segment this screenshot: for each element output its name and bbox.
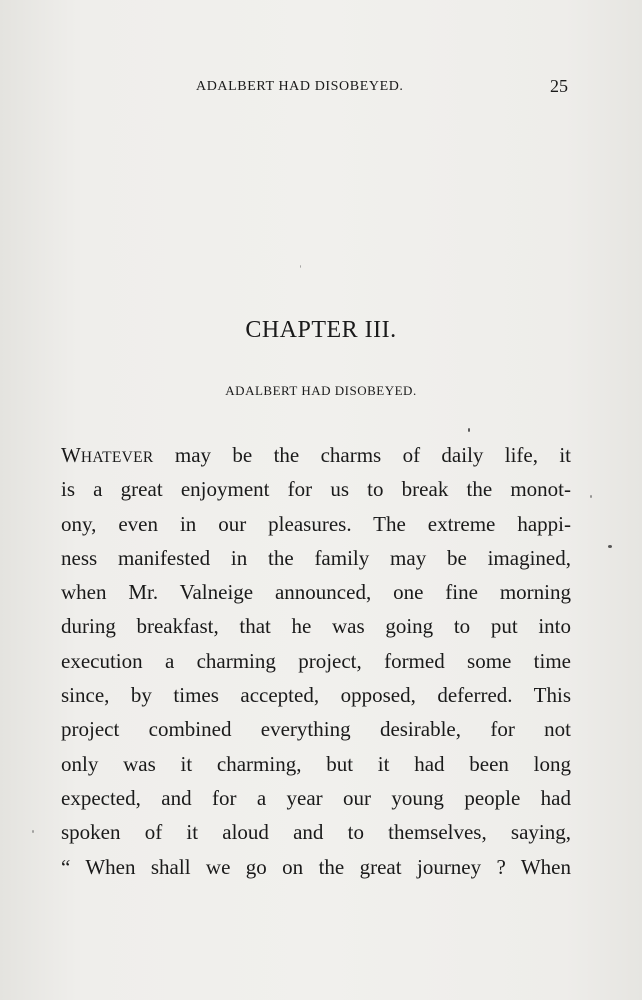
- page-number: 25: [550, 76, 568, 96]
- body-line: ness manifested in the family may be imagined,: [61, 545, 571, 570]
- body-line: project combined everything desirable, for not: [61, 717, 571, 742]
- body-line-first: [61, 438, 571, 472]
- body-paragraph: [61, 438, 571, 884]
- body-line: during breakfast, that he was going to put into: [61, 614, 571, 639]
- body-line: since, by times accepted, opposed, deferred. This: [61, 683, 571, 708]
- body-line: is a great enjoyment for us to break the monot-: [61, 477, 571, 502]
- body-line-first-rest: may be the charms of daily life, it: [174, 443, 571, 467]
- running-head: [60, 76, 570, 101]
- running-head-title: ADALBERT HAD DISOBEYED.: [196, 79, 404, 94]
- dropcap-small-caps: HATEVER: [80, 449, 154, 466]
- body-line: ony, even in our pleasures. The extreme happi-: [61, 511, 571, 536]
- body-line: spoken of it aloud and to themselves, saying,: [61, 820, 571, 845]
- chapter-subtitle: ADALBERT HAD DISOBEYED.: [225, 383, 417, 398]
- chapter-title: CHAPTER III.: [245, 317, 397, 343]
- body-line: execution a charming project, formed some time: [61, 648, 571, 673]
- ink-speck: [590, 495, 592, 498]
- ink-speck: [468, 428, 470, 432]
- body-line: expected, and for a year our young people had: [61, 785, 571, 810]
- dropcap-initial: W: [61, 443, 81, 467]
- body-line: “ When shall we go on the great journey ? When: [61, 854, 571, 879]
- body-line: when Mr. Valneige announced, one fine morning: [61, 580, 571, 605]
- body-line: only was it charming, but it had been long: [61, 751, 571, 776]
- ink-speck: [300, 265, 301, 268]
- ink-speck: [32, 830, 34, 833]
- ink-speck: [608, 545, 612, 548]
- show-through-bleed: [90, 128, 570, 151]
